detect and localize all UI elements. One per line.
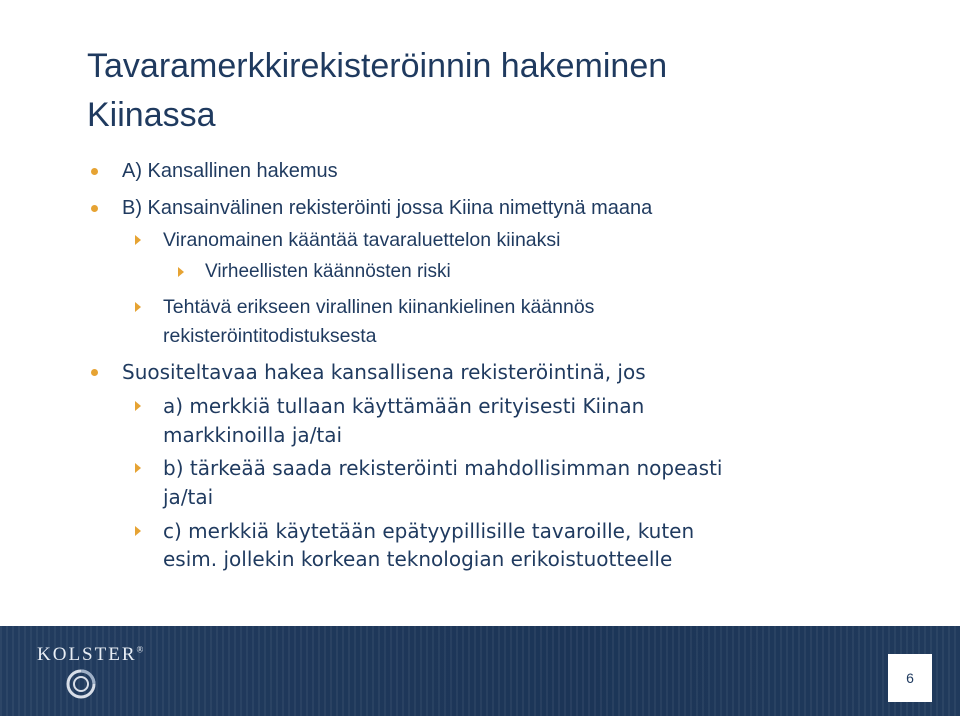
page-number: 6 [906,670,914,686]
bullet-dot-icon [91,205,98,212]
bullet-b-text: B) Kansainvälinen rekisteröinti jossa Kiina nimettynä maana [122,197,653,219]
bullet-c3-text-line-1: c) merkkiä käytetään epätyypillisille tavaroille, kuten [163,519,695,543]
bullet-arrow-icon [135,235,141,245]
kolster-emblem-icon [65,668,97,700]
bullet-dot-icon [91,369,98,376]
bullet-arrow-icon [135,401,141,411]
bullet-arrow-icon [178,267,184,277]
bullet-b1a-text: Virheellisten käännösten riski [205,261,451,282]
bullet-c1-text-line-1: a) merkkiä tullaan käyttämään erityisesti Kiinan [163,394,645,418]
bullet-arrow-icon [135,302,141,312]
bullet-c1-text-line-2: markkinoilla ja/tai [163,423,343,447]
bullet-c-text: Suositeltavaa hakea kansallisena rekisteröintinä, jos [122,360,646,384]
page-number-box [888,654,932,702]
slide-title-line-1: Tavaramerkkirekisteröinnin hakeminen [87,47,668,85]
bullet-c2-text-line-2: ja/tai [163,485,214,509]
bullet-a-text: A) Kansallinen hakemus [122,160,338,182]
bullet-arrow-icon [135,526,141,536]
bullet-c2-text-line-1: b) tärkeää saada rekisteröinti mahdollisimman nopeasti [163,456,723,480]
slide-title-line-2: Kiinassa [87,96,216,134]
bullet-dot-icon [91,168,98,175]
kolster-logo-text [37,644,143,666]
logo-wordmark: KOLSTER [37,644,137,665]
footer-bar [0,626,960,716]
logo-registered-mark: ® [136,644,144,655]
bullet-b2-text-line-2: rekisteröintitodistuksesta [163,325,377,347]
bullet-b2-text-line-1: Tehtävä erikseen virallinen kiinankielinen käännös [163,296,595,318]
bullet-arrow-icon [135,463,141,473]
bullet-b1-text: Viranomainen kääntää tavaraluettelon kiinaksi [163,229,561,251]
bullet-c3-text-line-2: esim. jollekin korkean teknologian erikoistuotteelle [163,547,673,571]
